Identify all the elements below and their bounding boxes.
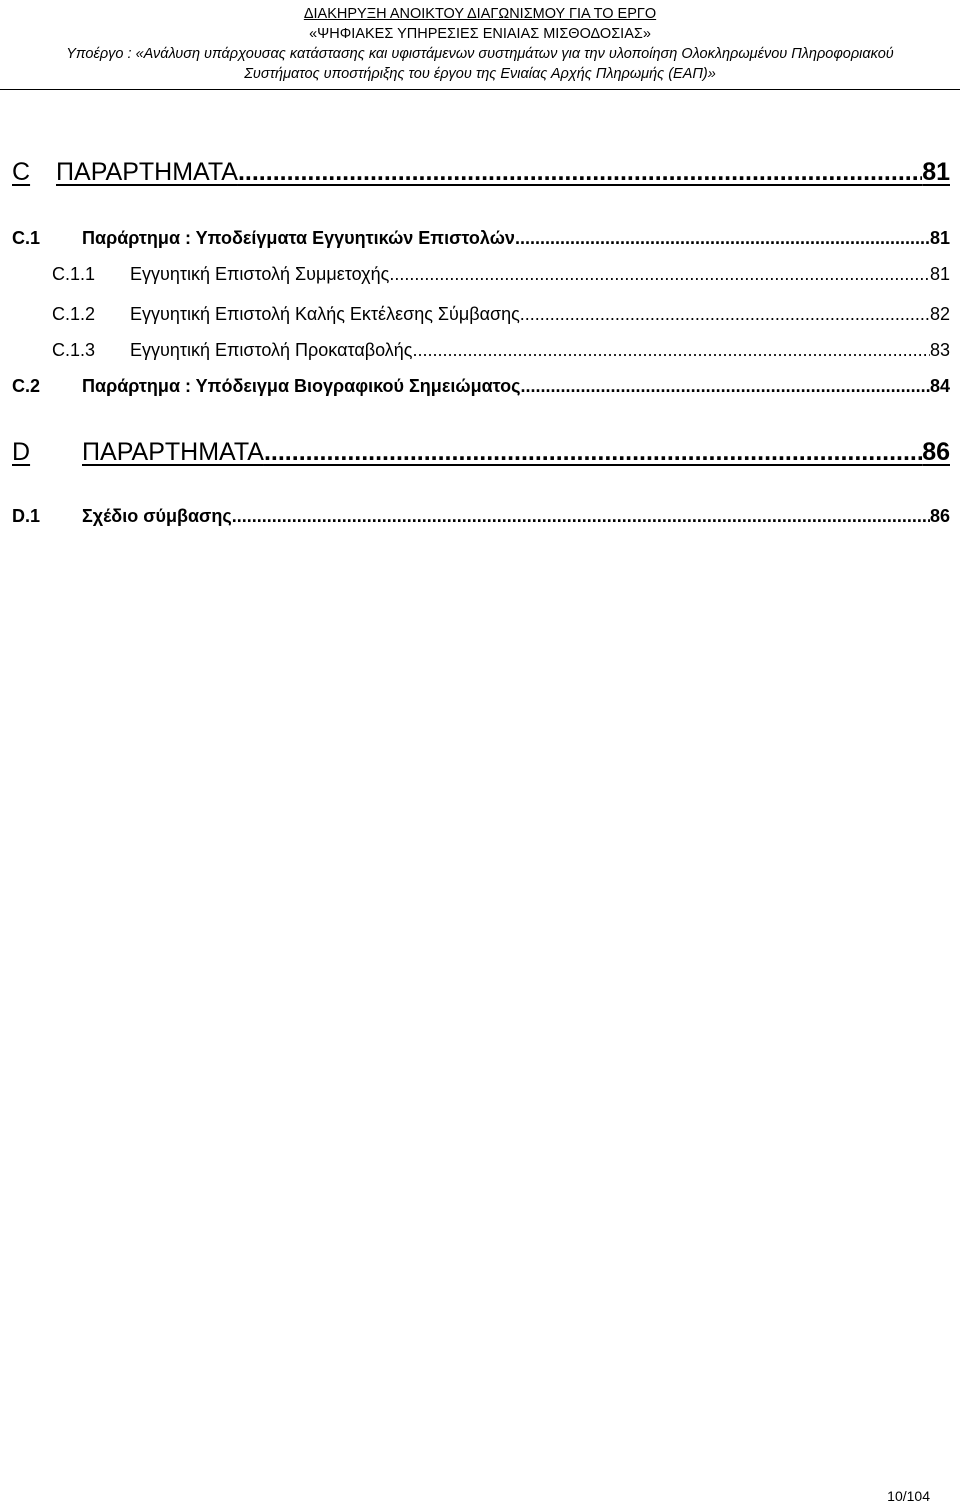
toc-entry-d[interactable] xyxy=(12,438,950,467)
table-of-contents xyxy=(12,0,950,1505)
toc-entry-page: 86 xyxy=(922,438,950,466)
toc-entry-c11[interactable] xyxy=(52,264,950,285)
toc-entry-title: Εγγυητική Επιστολή Προκαταβολής xyxy=(130,340,413,360)
toc-entry-number: C.1.1 xyxy=(52,264,96,284)
toc-entry-number: C.2 xyxy=(12,376,41,396)
toc-entry-c2[interactable] xyxy=(12,376,950,397)
toc-entry-title: Παράρτημα : Υποδείγματα Εγγυητικών Επιστολών xyxy=(82,228,515,248)
toc-entry-page: 81 xyxy=(929,264,950,284)
header-project-line: «ΨΗΦΙΑΚΕΣ ΥΠΗΡΕΣΙΕΣ ΕΝΙΑΙΑΣ ΜΙΣΘΟΔΟΣΙΑΣ» xyxy=(309,26,651,42)
toc-entry-page: 81 xyxy=(929,228,950,248)
toc-entry-c1[interactable] xyxy=(12,228,950,249)
toc-entry-page: 83 xyxy=(929,340,950,360)
toc-entry-page: 81 xyxy=(922,158,950,186)
toc-entry-title: Παράρτημα : Υπόδειγμα Βιογραφικού Σημειώματος xyxy=(82,376,521,396)
header-subproject-line-2: Συστήματος υποστήριξης του έργου της Ενιαίας Αρχής Πληρωμής (ΕΑΠ)» xyxy=(244,66,716,82)
toc-entry-c[interactable] xyxy=(12,158,950,187)
toc-entry-title: ΠΑΡΑΡΤΗΜΑΤΑ xyxy=(82,438,264,466)
toc-entry-title: Εγγυητική Επιστολή Καλής Εκτέλεσης Σύμβασης xyxy=(130,304,520,324)
toc-leader-dots xyxy=(520,304,930,325)
header-subproject-line: Υποέργο : «Ανάλυση υπάρχουσας κατάστασης και υφιστάμενων συστημάτων για την υλοποίηση Ολοκληρωμένου Πληροφοριακού xyxy=(66,46,894,62)
toc-entry-title: ΠΑΡΑΡΤΗΜΑΤΑ xyxy=(56,158,238,186)
toc-leader-dots xyxy=(515,228,930,249)
toc-leader-dots xyxy=(264,438,922,467)
toc-entry-number: C.1.2 xyxy=(52,304,96,324)
toc-leader-dots xyxy=(412,340,930,361)
toc-entry-c13[interactable] xyxy=(52,340,950,361)
toc-entry-page: 86 xyxy=(929,506,950,526)
toc-leader-dots xyxy=(521,376,930,397)
toc-entry-number: D xyxy=(12,438,31,466)
header-title-line: ΔΙΑΚΗΡΥΞΗ ΑΝΟΙΚΤΟΥ ΔΙΑΓΩΝΙΣΜΟΥ ΓΙΑ ΤΟ ΕΡΓΟ xyxy=(303,6,657,22)
toc-entry-page: 84 xyxy=(929,376,950,396)
toc-leader-dots xyxy=(238,158,922,187)
page-number: 10/104 xyxy=(887,1488,930,1504)
toc-entry-number: C.1.3 xyxy=(52,340,96,360)
toc-entry-c12[interactable] xyxy=(52,304,950,325)
toc-entry-number: C.1 xyxy=(12,228,41,248)
toc-entry-number: D.1 xyxy=(12,506,41,526)
toc-entry-number: C xyxy=(12,158,31,186)
toc-leader-dots xyxy=(232,506,930,527)
toc-entry-d1[interactable] xyxy=(12,506,950,527)
toc-entry-title: Εγγυητική Επιστολή Συμμετοχής xyxy=(130,264,390,284)
toc-leader-dots xyxy=(389,264,930,285)
toc-entry-page: 82 xyxy=(929,304,950,324)
toc-entry-title: Σχέδιο σύμβασης xyxy=(82,506,232,526)
